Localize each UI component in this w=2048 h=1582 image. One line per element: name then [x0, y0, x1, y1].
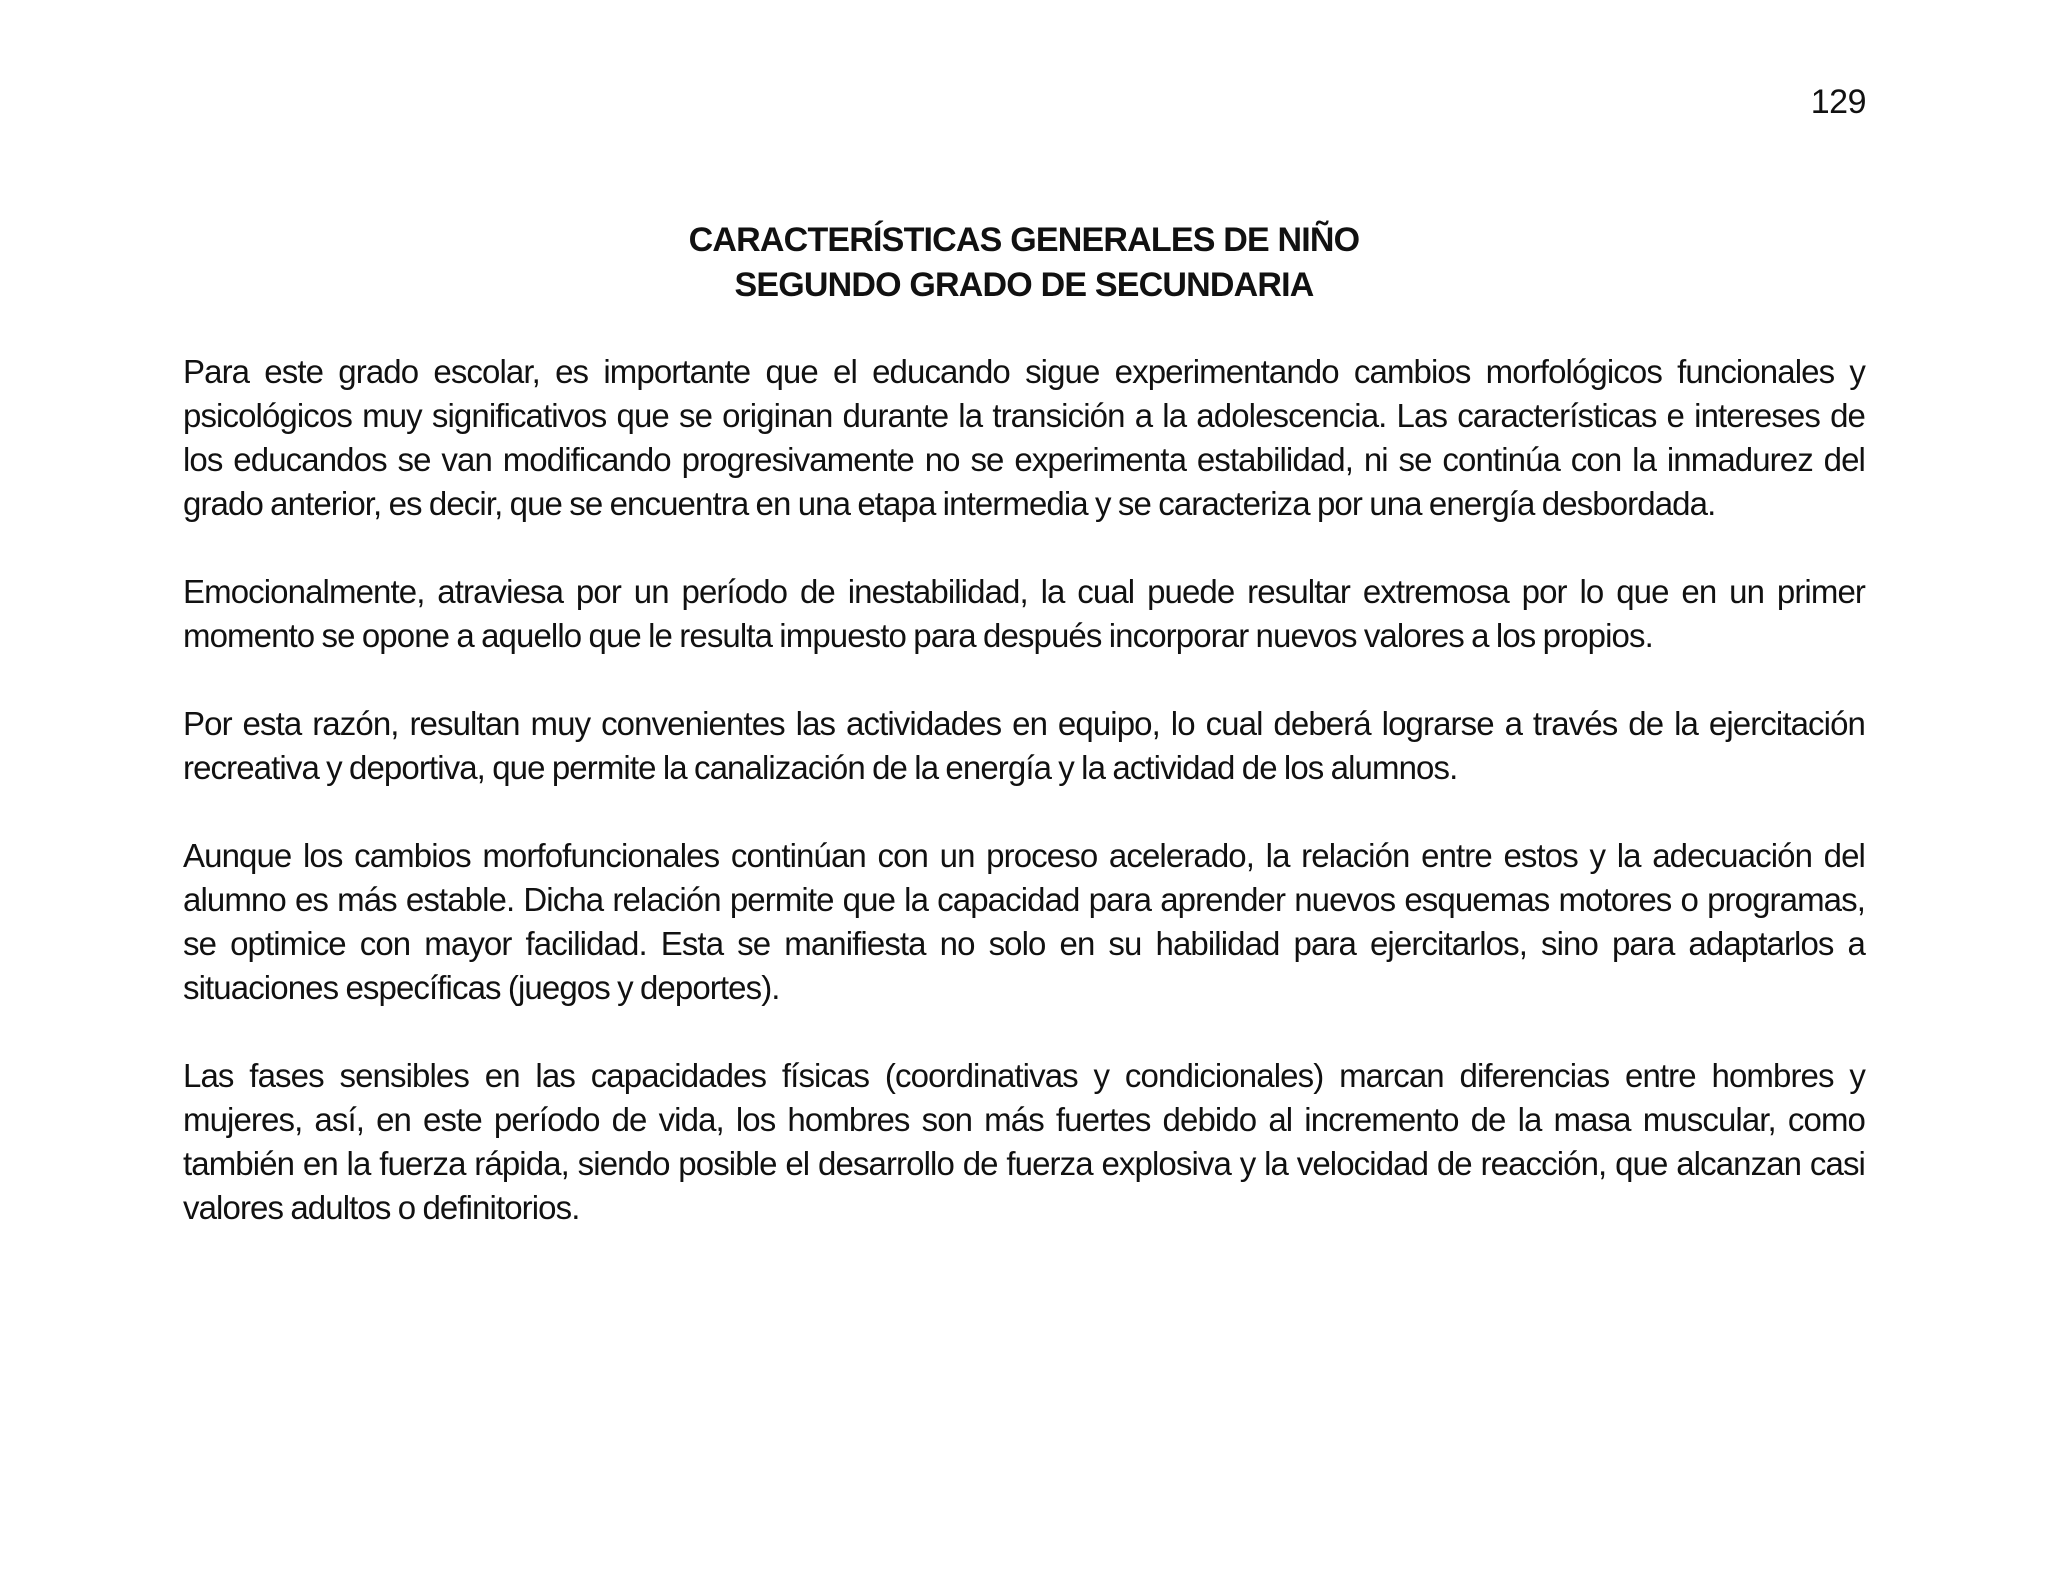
title-line-1: CARACTERÍSTICAS GENERALES DE NIÑO	[688, 221, 1360, 259]
paragraph-5: Las fases sensibles en las capacidades físicas (coordinativas y condicionales) marcan diferencias entre hombres y mujeres, así, en este período de vida, los hombres son más fuertes debido al incremento de la masa muscular, como también en la fuerza rápida, siendo posible el desarrollo de fuerza explosiva y la velocidad de reacción, que alcanzan casi valores adultos o definitorios.	[183, 1057, 1865, 1226]
document-title	[183, 218, 1865, 308]
paragraph-1: Para este grado escolar, es importante que el educando sigue experimentando cambios morfológicos funcionales y psicológicos muy significativos que se originan durante la transición a la adolescencia. Las características e intereses de los educandos se van modificando progresivamente no se experimenta estabilidad, ni se continúa con la inmadurez del grado anterior, es decir, que se encuentra en una etapa intermedia y se caracteriza por una energía desbordada.	[183, 353, 1865, 522]
page-number: 129	[1810, 83, 1866, 121]
body-text	[183, 350, 1865, 1274]
paragraph-3: Por esta razón, resultan muy convenientes las actividades en equipo, lo cual deberá lograrse a través de la ejercitación recreativa y deportiva, que permite la canalización de la energía y la actividad de los alumnos.	[183, 705, 1865, 786]
paragraph-2: Emocionalmente, atraviesa por un período de inestabilidad, la cual puede resultar extremosa por lo que en un primer momento se opone a aquello que le resulta impuesto para después incorporar nuevos valores a los propios.	[183, 573, 1865, 654]
paragraph-4: Aunque los cambios morfofuncionales continúan con un proceso acelerado, la relación entre estos y la adecuación del alumno es más estable. Dicha relación permite que la capacidad para aprender nuevos esquemas motores o programas, se optimice con mayor facilidad. Esta se manifiesta no solo en su habilidad para ejercitarlos, sino para adaptarlos a situaciones específicas (juegos y deportes).	[183, 837, 1865, 1006]
title-line-2: SEGUNDO GRADO DE SECUNDARIA	[734, 266, 1314, 304]
